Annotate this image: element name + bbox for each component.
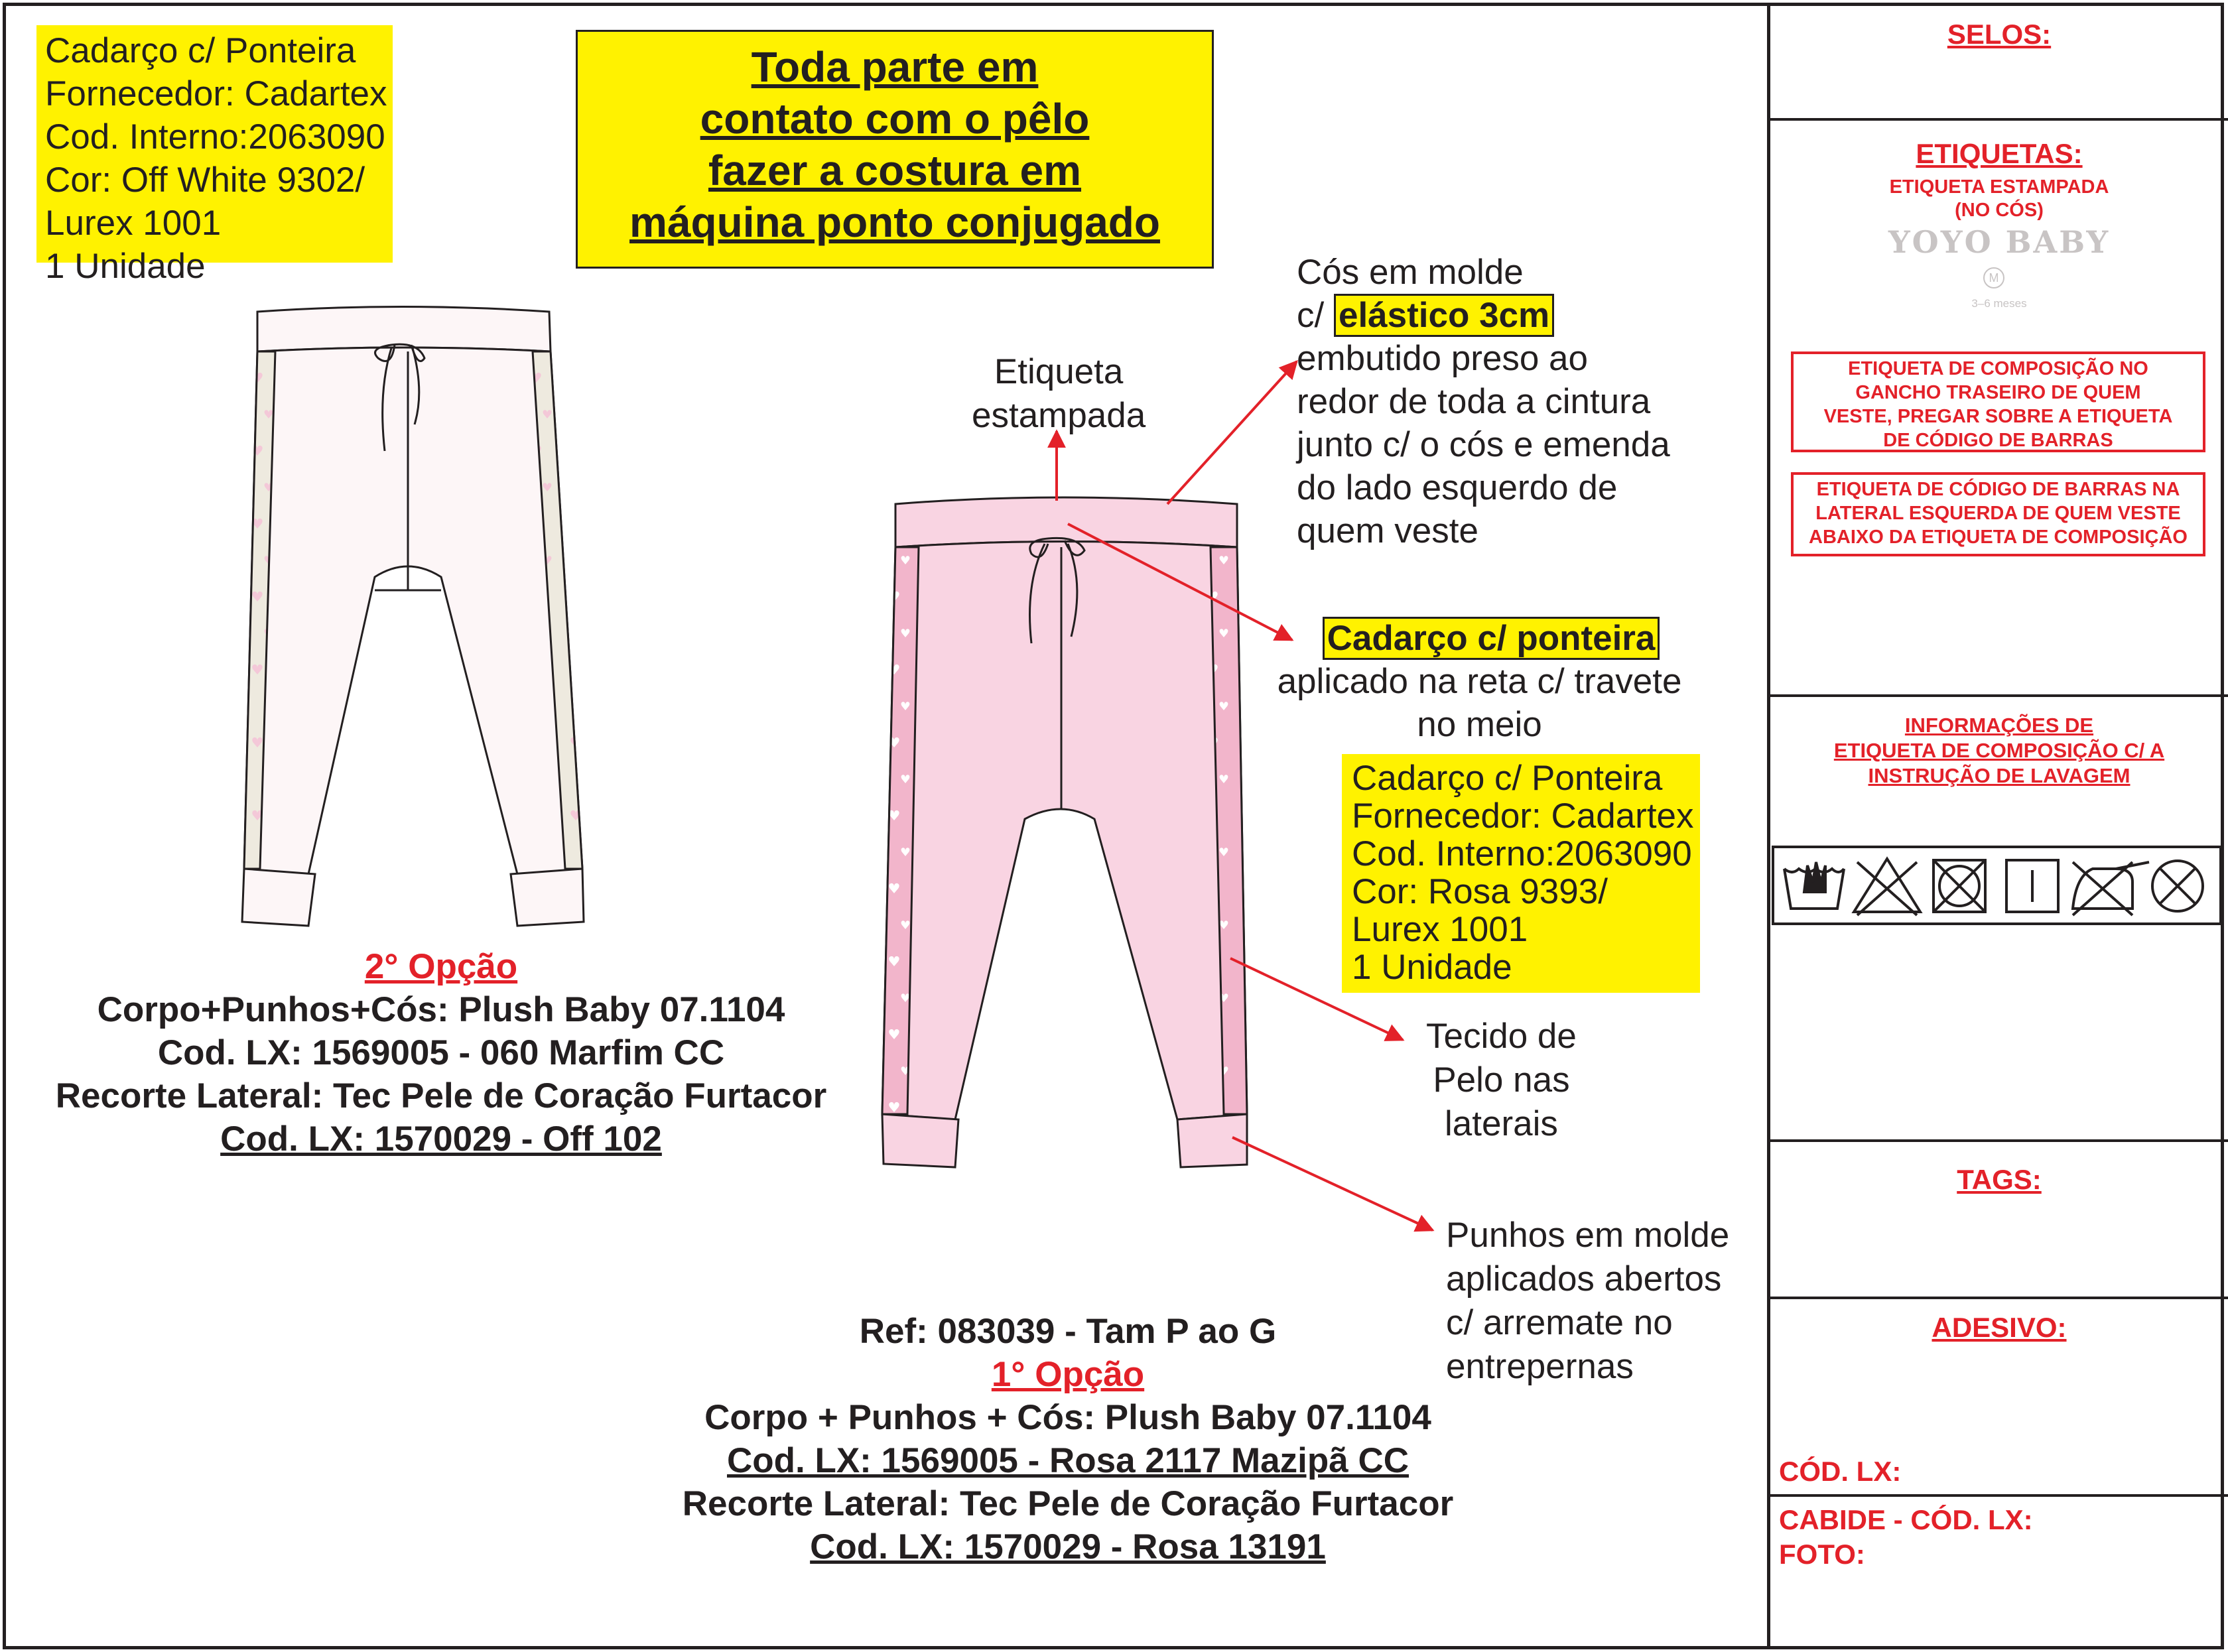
label-line: (NO CÓS) [1955, 200, 2044, 221]
sewing-instruction-text [576, 41, 1214, 248]
brand-logo: YOYO BABY [1888, 224, 2111, 260]
sidebar-separator [1770, 1139, 2228, 1142]
callout-line: aplicado na reta c/ travete [1277, 662, 1682, 701]
callout-line: c/ arremate no [1446, 1303, 1673, 1342]
callout-line: aplicados abertos [1446, 1259, 1722, 1299]
informacoes-heading [1770, 713, 2228, 789]
callout-line [1297, 294, 1670, 337]
spec-code: Cod. LX: 1569005 - Rosa 2117 Mazipã CC [726, 1441, 1409, 1480]
title-line: fazer a costura em [708, 147, 1082, 194]
selos-heading: SELOS: [1947, 19, 2052, 50]
spec-code: Cod. LX: 1570029 - Off 102 [220, 1119, 662, 1159]
option1-title: 1° Opção [991, 1355, 1145, 1394]
spec-line: Corpo + Punhos + Cós: Plush Baby 07.1104 [704, 1398, 1431, 1437]
option1-spec [597, 1310, 1539, 1568]
etiquetas-heading: ETIQUETAS: [1916, 138, 2083, 169]
note-line: Lurex 1001 [45, 204, 222, 243]
callout-line: laterais [1445, 1104, 1558, 1143]
title-line: máquina ponto conjugado [629, 198, 1160, 246]
callout-prefix: c/ [1297, 296, 1325, 335]
note-line: Fornecedor: Cadartex [1352, 796, 1694, 836]
option2-spec [13, 945, 869, 1161]
instruction-line: ETIQUETA DE CÓDIGO DE BARRAS NA [1816, 479, 2180, 500]
callout-line: Cós em molde [1297, 253, 1524, 292]
note-line: Cod. Interno:2063090 [1352, 834, 1692, 873]
sidebar-separator [1770, 1297, 2228, 1299]
callout-line: Pelo nas [1433, 1060, 1570, 1100]
callout-line [1246, 617, 1737, 660]
spec-line: Cod. LX: 1569005 - 060 Marfim CC [157, 1033, 725, 1072]
cod-lx-label: CÓD. LX: [1779, 1456, 1902, 1487]
note-line: 1 Unidade [45, 247, 206, 286]
reference: Ref: 083039 - Tam P ao G [859, 1312, 1277, 1351]
note-line: Cor: Off White 9302/ [45, 160, 365, 200]
title-line: contato com o pêlo [700, 95, 1090, 143]
note-line: Cod. Interno:2063090 [45, 117, 385, 157]
foto-label: FOTO: [1779, 1539, 1865, 1570]
note-line: Cadarço c/ Ponteira [1352, 759, 1663, 798]
composicao-instruction-box [1791, 351, 2205, 452]
callout-line: embutido preso ao [1297, 339, 1589, 378]
note-line: 1 Unidade [1352, 948, 1512, 987]
spec-code: Cod. LX: 1570029 - Rosa 13191 [810, 1527, 1326, 1566]
spec-line: Recorte Lateral: Tec Pele de Coração Furtacor [682, 1484, 1454, 1523]
heading-line: ETIQUETA DE COMPOSIÇÃO C/ A [1833, 739, 2165, 762]
instruction-line: LATERAL ESQUERDA DE QUEM VESTE [1815, 503, 2181, 524]
callout-etiqueta [972, 350, 1146, 438]
size-circle [1983, 267, 2004, 288]
pants-drawing-pink [882, 497, 1247, 1167]
title-line: Toda parte em [751, 43, 1039, 91]
adesivo-heading: ADESIVO: [1932, 1312, 2067, 1343]
pants-drawing-cream [242, 307, 584, 926]
cord-spec-right-text [1352, 759, 1694, 986]
instruction-line: DE CÓDIGO DE BARRAS [1883, 430, 2113, 451]
callout-line: quem veste [1297, 511, 1478, 550]
sidebar-separator [1770, 694, 2228, 697]
cord-spec-left-text [45, 29, 387, 288]
heading-line: INSTRUÇÃO DE LAVAGEM [1868, 764, 2130, 787]
callout-tecido [1426, 1015, 1577, 1146]
label-line: ETIQUETA ESTAMPADA [1889, 176, 2109, 198]
callout-cos [1297, 251, 1670, 552]
callout-line: Punhos em molde [1446, 1216, 1730, 1255]
option2-title: 2° Opção [364, 947, 518, 986]
instruction-line: GANCHO TRASEIRO DE QUEM [1855, 382, 2141, 403]
note-line: Cadarço c/ Ponteira [45, 31, 356, 70]
note-line: Lurex 1001 [1352, 910, 1528, 949]
instruction-line: ETIQUETA DE COMPOSIÇÃO NO [1848, 358, 2148, 379]
elastic-highlight: elástico 3cm [1334, 294, 1554, 337]
callout-line: junto c/ o cós e emenda [1297, 425, 1670, 464]
note-line: Cor: Rosa 9393/ [1352, 872, 1608, 911]
cadarco-highlight: Cadarço c/ ponteira [1323, 617, 1660, 660]
callout-line: estampada [972, 396, 1146, 435]
note-line: Fornecedor: Cadartex [45, 74, 387, 113]
instruction-line: VESTE, PREGAR SOBRE A ETIQUETA [1823, 406, 2173, 427]
cabide-label: CABIDE - CÓD. LX: [1779, 1504, 2033, 1535]
size-letter: M [1989, 271, 1999, 285]
callout-cadarco [1272, 617, 1737, 746]
callout-line: Etiqueta [994, 352, 1124, 391]
tags-heading: TAGS: [1957, 1164, 2042, 1195]
sidebar-separator [1770, 1494, 2228, 1497]
spec-line: Recorte Lateral: Tec Pele de Coração Furtacor [55, 1076, 827, 1115]
spec-line: Corpo+Punhos+Cós: Plush Baby 07.1104 [97, 990, 785, 1029]
instruction-line: ABAIXO DA ETIQUETA DE COMPOSIÇÃO [1809, 527, 2188, 548]
heading-line: INFORMAÇÕES DE [1904, 714, 2094, 737]
etiqueta-estampada-text [1770, 176, 2228, 222]
callout-line: do lado esquerdo de [1297, 468, 1618, 507]
sidebar-separator [1770, 118, 2228, 121]
callout-line: Tecido de [1426, 1017, 1577, 1056]
size-text: 3–6 meses [1971, 297, 2027, 310]
callout-line: redor de toda a cintura [1297, 382, 1651, 421]
callout-line: entrepernas [1446, 1347, 1634, 1386]
barcode-instruction-box [1791, 472, 2205, 556]
callout-line: no meio [1417, 705, 1542, 744]
